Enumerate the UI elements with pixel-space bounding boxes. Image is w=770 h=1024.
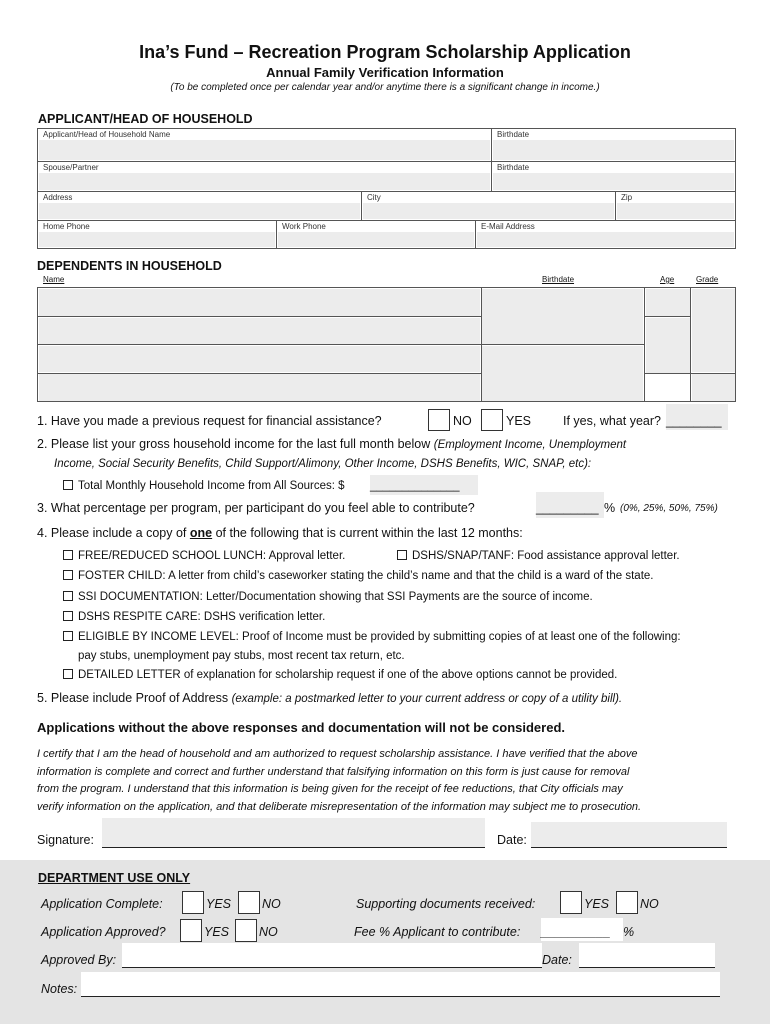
dependent-name-cell[interactable] (39, 346, 480, 372)
app-complete-no-checkbox[interactable] (238, 891, 260, 914)
dependent-name-cell[interactable] (39, 289, 480, 316)
approved-by-label: Approved By: (41, 953, 117, 967)
dependent-grade-cell[interactable] (692, 374, 735, 401)
question-4 (37, 526, 523, 540)
email-field[interactable] (475, 220, 736, 249)
notes-label: Notes: (41, 982, 78, 996)
applicant-birthdate-label: Birthdate (497, 130, 530, 139)
option-school-lunch (63, 550, 345, 562)
signature-input[interactable] (102, 818, 485, 848)
dependents-table (37, 287, 736, 402)
income-level-label: ELIGIBLE BY INCOME LEVEL: Proof of Income must be provided by submitting copies of at least one of the following: (78, 631, 681, 643)
dependents-col-grade: Grade (696, 275, 719, 284)
app-approved-yes-checkbox[interactable] (180, 919, 202, 942)
q2-total-checkbox[interactable] (63, 480, 73, 490)
form-title: Ina’s Fund – Recreation Program Scholarship Application (139, 42, 631, 62)
q1-yes-checkbox[interactable] (481, 409, 503, 431)
school-lunch-label: FREE/REDUCED SCHOOL LUNCH: Approval letter. (78, 550, 346, 562)
foster-child-checkbox[interactable] (63, 570, 73, 580)
spouse-birthdate-label: Birthdate (497, 163, 530, 172)
question-4-one: one (189, 526, 213, 540)
spouse-birthdate-field[interactable] (491, 161, 736, 192)
applicant-birthdate-field[interactable] (491, 128, 736, 162)
certification-text (37, 746, 757, 816)
applicant-name-label: Applicant/Head of Household Name (43, 130, 171, 139)
dependents-col-birthdate: Birthdate (542, 275, 575, 284)
supporting-docs-yes-label: YES (584, 897, 610, 911)
work-phone-label: Work Phone (282, 222, 326, 231)
dependents-section-title: DEPENDENTS IN HOUSEHOLD (37, 259, 222, 273)
dshs-snap-label: DSHS/SNAP/TANF: Food assistance approval letter. (412, 550, 680, 562)
app-approved-no-label: NO (259, 925, 278, 939)
question-2 (37, 437, 626, 451)
dependent-birthdate-cell[interactable] (482, 289, 643, 344)
q3-blank: _________ (536, 501, 599, 515)
dependents-col-name: Name (43, 275, 65, 284)
dependent-name-cell[interactable] (39, 318, 480, 344)
dependents-col-age: Age (660, 275, 675, 284)
signature-label: Signature: (37, 833, 94, 847)
detailed-letter-checkbox[interactable] (63, 669, 73, 679)
approved-date-label: Date: (542, 953, 572, 967)
applicant-name-field[interactable] (37, 128, 492, 162)
question-2-examples: (Employment Income, Unemployment (433, 439, 627, 451)
option-foster-child (63, 570, 653, 582)
q1-yes-label: YES (506, 414, 532, 428)
address-label: Address (43, 193, 73, 202)
q2-total-blank: ______________ (370, 480, 460, 492)
home-phone-label: Home Phone (43, 222, 90, 231)
app-approved-no-checkbox[interactable] (235, 919, 257, 942)
respite-checkbox[interactable] (63, 611, 73, 621)
warning-text: Applications without the above responses and documentation will not be considered. (37, 720, 566, 735)
option-detailed-letter (63, 669, 617, 681)
option-income-level (63, 631, 681, 643)
approved-date-input[interactable] (579, 943, 715, 968)
app-complete-yes-label: YES (206, 897, 232, 911)
q1-no-label: NO (453, 414, 472, 428)
option-dshs-snap (397, 550, 680, 562)
question-2-examples-cont: Income, Social Security Benefits, Child Support/Alimony, Other Income, DSHS Benefits, WIC, SNAP, etc): (54, 458, 592, 470)
supporting-docs-label: Supporting documents received: (356, 897, 536, 911)
q1-year-blank: ________ (666, 414, 722, 428)
supporting-docs-no-checkbox[interactable] (616, 891, 638, 914)
question-4-text-b: of the following that is current within the last 12 months: (215, 526, 523, 540)
department-title: DEPARTMENT USE ONLY (38, 871, 191, 885)
spouse-field[interactable] (37, 161, 492, 192)
app-complete-yes-checkbox[interactable] (182, 891, 204, 914)
question-2-text: 2. Please list your gross household income for the last full month below (37, 437, 431, 451)
email-label: E-Mail Address (481, 222, 535, 231)
spouse-label: Spouse/Partner (43, 163, 99, 172)
income-level-checkbox[interactable] (63, 631, 73, 641)
q3-percent-sign: % (604, 501, 616, 515)
certify-line: I certify that I am the head of household and am authorized to request scholarship assistance. I have verified that the above (37, 748, 638, 760)
question-1: 1. Have you made a previous request for financial assistance? (37, 414, 382, 428)
address-field[interactable] (37, 191, 362, 221)
app-approved-yes-label: YES (204, 925, 230, 939)
app-complete-no-label: NO (262, 897, 281, 911)
detailed-letter-label: DETAILED LETTER of explanation for scholarship request if one of the above options cannot be provided. (78, 669, 618, 681)
option-respite (63, 611, 325, 623)
fee-percent-label: Fee % Applicant to contribute: (354, 925, 521, 939)
city-field[interactable] (361, 191, 616, 221)
respite-label: DSHS RESPITE CARE: DSHS verification letter. (78, 611, 326, 623)
question-5 (37, 691, 622, 705)
supporting-docs-no-label: NO (640, 897, 659, 911)
notes-input[interactable] (81, 972, 720, 997)
q1-no-checkbox[interactable] (428, 409, 450, 431)
income-level-label-cont: pay stubs, unemployment pay stubs, most recent tax return, etc. (78, 650, 405, 662)
home-phone-field[interactable] (37, 220, 277, 249)
applicant-section-title: APPLICANT/HEAD OF HOUSEHOLD (38, 112, 253, 126)
dependent-age-cell[interactable] (646, 289, 690, 316)
dependent-grade-cell[interactable] (692, 289, 735, 372)
signature-date-input[interactable] (531, 822, 727, 848)
school-lunch-checkbox[interactable] (63, 550, 73, 560)
supporting-docs-yes-checkbox[interactable] (560, 891, 582, 914)
zip-field[interactable] (615, 191, 736, 221)
dshs-snap-checkbox[interactable] (397, 550, 407, 560)
city-label: City (367, 193, 381, 202)
question-5-example: (example: a postmarked letter to your current address or copy of a utility bill). (231, 693, 623, 705)
question-5-text: 5. Please include Proof of Address (37, 691, 229, 705)
form-note: (To be completed once per calendar year and/or anytime there is a significant change in income.) (170, 82, 600, 93)
signature-date-label: Date: (497, 833, 527, 847)
certify-line: information is complete and correct and further understand that falsifying information on this form is just cause for removal (37, 765, 630, 778)
approved-by-input[interactable] (122, 943, 542, 968)
option-ssi (63, 591, 593, 603)
q2-total-income (63, 480, 345, 492)
fee-percent-sign: % (623, 925, 635, 939)
dependent-birthdate-cell[interactable] (482, 346, 643, 401)
app-complete-label: Application Complete: (41, 897, 163, 911)
foster-child-label: FOSTER CHILD: A letter from child’s caseworker stating the child’s name and that the child is a ward of the state. (78, 570, 654, 582)
app-approved-label: Application Approved? (41, 925, 166, 939)
fee-percent-blank: __________ (541, 925, 611, 939)
certify-line: from the program. I understand that this information is being given for the receipt of fee reductions, that City officials may (37, 783, 623, 795)
certify-line: verify information on the application, and that deliberate misrepresentation of the information may subject me to prosecution. (37, 800, 642, 813)
form-subtitle: Annual Family Verification Information (266, 65, 504, 80)
question-3: 3. What percentage per program, per participant do you feel able to contribute? (37, 501, 475, 515)
question-4-text-a: 4. Please include a copy of (37, 526, 187, 540)
q2-total-label: Total Monthly Household Income from All Sources: $ (78, 480, 345, 492)
ssi-label: SSI DOCUMENTATION: Letter/Documentation showing that SSI Payments are the source of income. (78, 591, 593, 603)
dependent-age-cell[interactable] (646, 318, 690, 373)
work-phone-field[interactable] (276, 220, 476, 249)
dependent-name-cell[interactable] (39, 374, 480, 401)
ssi-checkbox[interactable] (63, 591, 73, 601)
q3-options: (0%, 25%, 50%, 75%) (620, 503, 718, 514)
zip-label: Zip (621, 193, 633, 202)
q1-year-label: If yes, what year? (563, 414, 661, 428)
